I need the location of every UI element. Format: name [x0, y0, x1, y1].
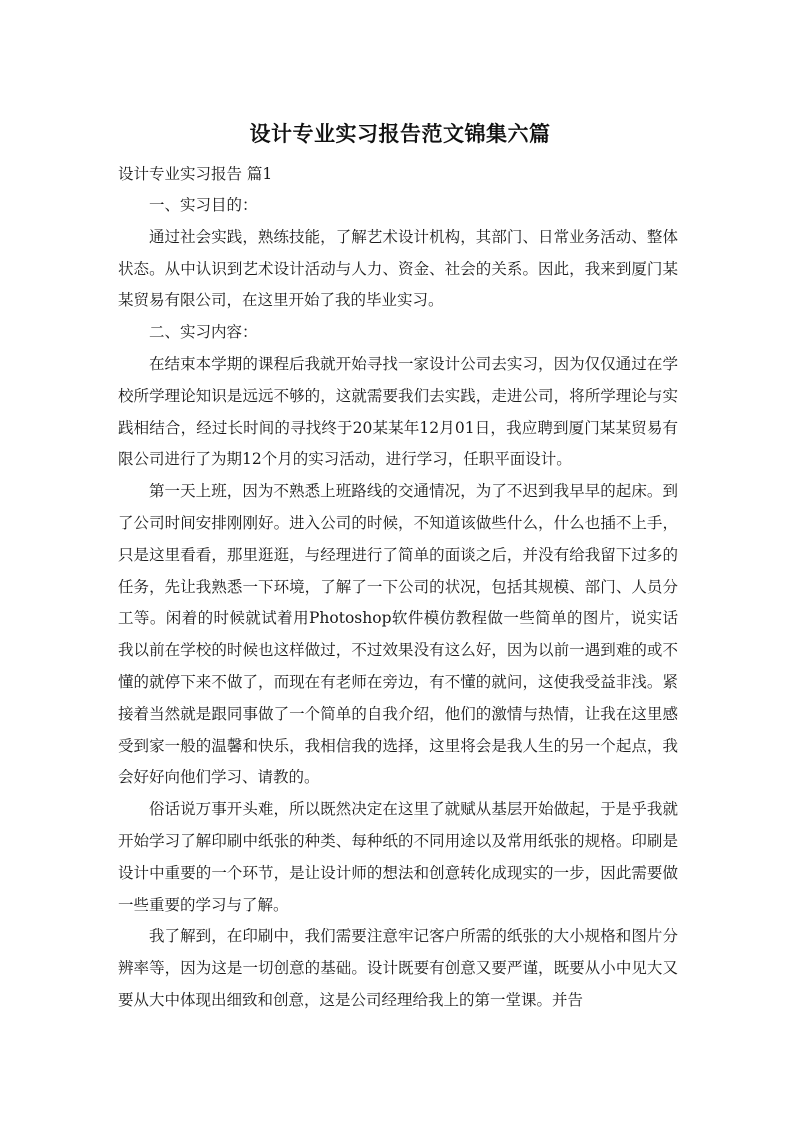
paragraph-purpose-heading: 一、实习目的：	[149, 196, 258, 214]
paragraph-content-heading: 二、实习内容：	[149, 323, 258, 342]
paragraph-first-day: 第一天上班，因为不熟悉上班路线的交通情况，为了不迟到我早早的起床。到了公司时间安排刚刚好。进入公司的时候，不知道该做些什么，什么也插不上手，只是这里看看，那里逛逛，与经理进行了简单的面谈之后，并没有给我留下过多的任务，先让我熟悉一下环境，了解了一下公司的状况，包括其规模、部门、人员分工等。闲着的时候就试着用Photoshop软件模仿教程做一些简单的图片，说实话我以前在学校的时候也这样做过，不过效果没有这么好，因为以前一遇到难的或不懂的就停下来不做了，而现在有老师在旁边，有不懂的就问，这使我受益非浅。紧接着当然就是跟同事做了一个简单的自我介绍，他们的激情与热情，让我在这里感受到家一般的温馨和快乐，我相信我的选择，这里将会是我人生的另一个起点，我会好好向他们学习、请教的。	[118, 482, 678, 787]
document-body	[118, 158, 678, 1017]
paragraph-printing-notes: 我了解到，在印刷中，我们需要注意牢记客户所需的纸张的大小规格和图片分辨率等，因为这是一切创意的基础。设计既要有创意又要严谨，既要从小中见大又要从大中体现出细致和创意，这是公司经理给我上的第一堂课。并告	[118, 927, 678, 1009]
document-title: 设计专业实习报告范文锦集六篇	[249, 122, 551, 146]
paragraph-job-search: 在结束本学期的课程后我就开始寻找一家设计公司去实习，因为仅仅通过在学校所学理论知识是远远不够的，这就需要我们去实践，走进公司，将所学理论与实践相结合，经过长时间的寻找终于20某某年12月01日，我应聘到厦门某某贸易有限公司进行了为期12个月的实习活动，进行学习，任职平面设计。	[118, 354, 678, 469]
paragraph-purpose: 通过社会实践，熟练技能，了解艺术设计机构，其部门、日常业务活动、整体状态。从中认识到艺术设计活动与人力、资金、社会的关系。因此，我来到厦门某某贸易有限公司，在这里开始了我的毕业实习。	[118, 227, 678, 310]
section-heading: 设计专业实习报告 篇1	[118, 165, 273, 183]
paragraph-printing-paper: 俗话说万事开头难，所以既然决定在这里了就赋从基层开始做起，于是乎我就开始学习了解印刷中纸张的种类、每种纸的不同用途以及常用纸张的规格。印刷是设计中重要的一个环节，是让设计师的想法和创意转化成现实的一步，因此需要做一些重要的学习与了解。	[118, 800, 678, 914]
